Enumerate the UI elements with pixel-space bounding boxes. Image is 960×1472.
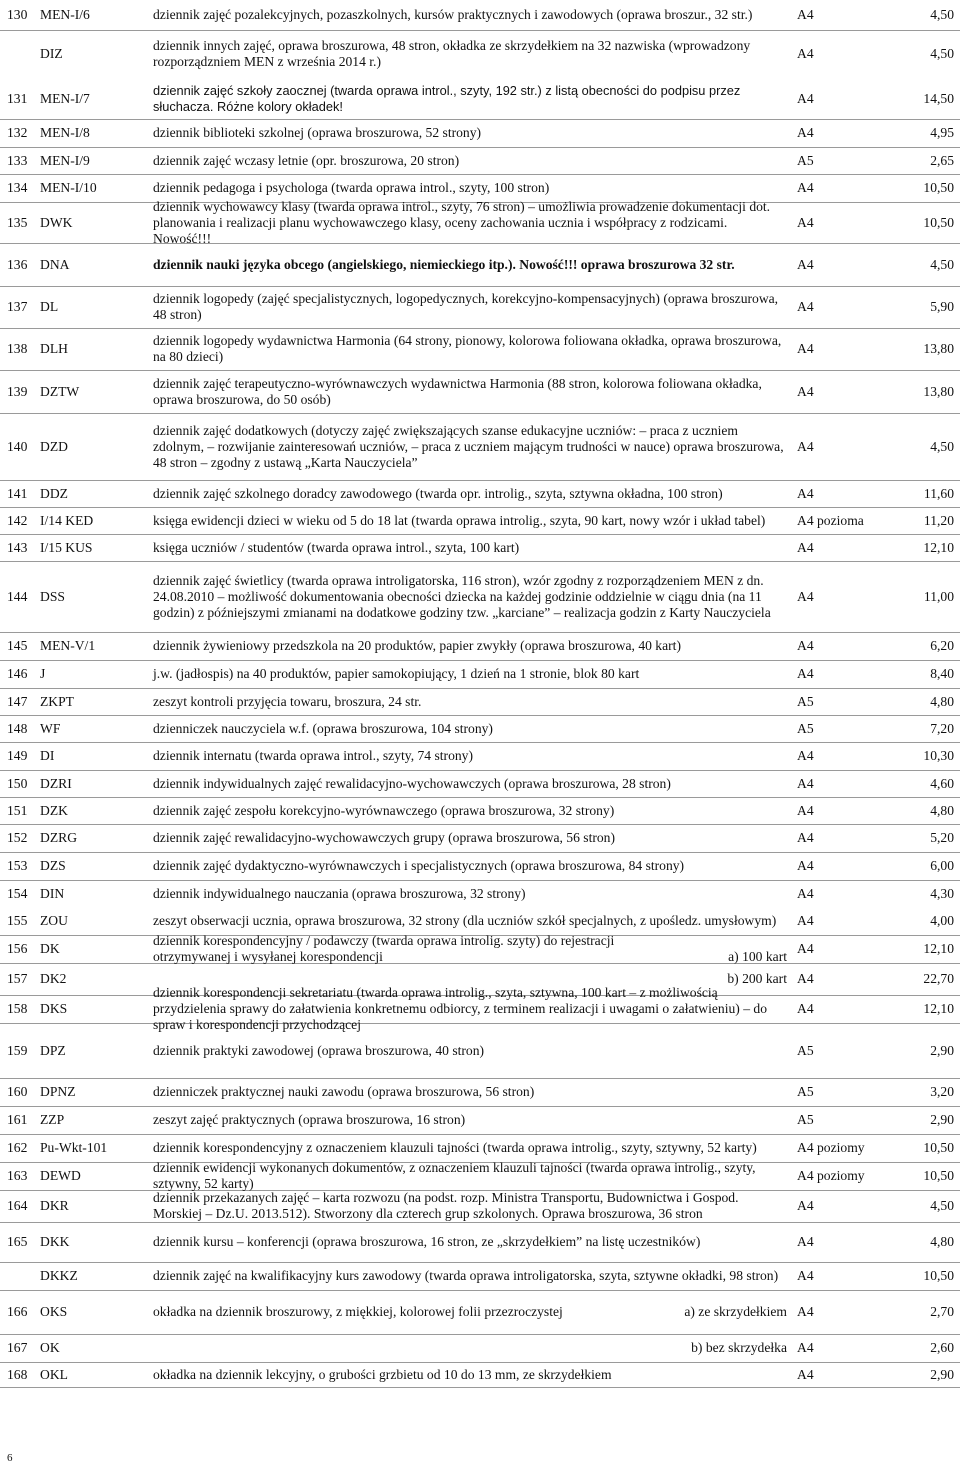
- item-price: 10,50: [923, 1268, 954, 1283]
- item-description-text: dziennik zajęć terapeutyczno-wyrównawczych wydawnictwa Harmonia (88 stron, kolorowa foliowana okładka, oprawa broszurowa, do 50 osób): [153, 375, 762, 407]
- item-price: 5,20: [930, 830, 954, 845]
- item-number: 134: [7, 180, 28, 195]
- table-row: [0, 660, 960, 689]
- item-format: A4: [797, 666, 814, 681]
- table-row: [0, 370, 960, 414]
- item-price: 2,60: [930, 1340, 954, 1355]
- item-description: [153, 880, 791, 907]
- item-description-text: dziennik zajęć zespołu korekcyjno-wyrównawczego (oprawa broszurowa, 32 strony): [153, 802, 615, 818]
- item-code: DZS: [40, 858, 66, 873]
- item-number: 156: [7, 941, 28, 956]
- item-description: [153, 561, 791, 632]
- item-code: DIN: [40, 885, 65, 901]
- item-description-text: dzienniczek praktycznej nauki zawodu (oprawa broszurowa, 56 stron): [153, 1084, 535, 1099]
- item-format: A4: [797, 941, 814, 956]
- item-code: DEWD: [40, 1168, 81, 1183]
- table-row: [0, 1023, 960, 1079]
- item-price: 6,00: [930, 858, 954, 873]
- item-format: A4: [797, 1198, 814, 1213]
- item-description: [153, 1190, 791, 1222]
- item-description: [153, 480, 791, 507]
- item-format: A5: [797, 1112, 814, 1127]
- item-format: A5: [797, 720, 814, 736]
- item-description: [153, 1290, 791, 1334]
- item-format: A4: [797, 180, 814, 195]
- item-description-text: zeszyt obserwacji ucznia, oprawa broszurowa, 32 strony (dla uczniów szkół specjalnych, z upośledz. umysłowym): [153, 913, 777, 928]
- item-description: [153, 1023, 791, 1078]
- item-number: 158: [7, 1001, 28, 1016]
- item-price: 10,50: [923, 1168, 954, 1183]
- item-description: [153, 78, 791, 119]
- item-number: 159: [7, 1042, 28, 1058]
- item-description-text: dzienniczek nauczyciela w.f. (oprawa broszurowa, 104 strony): [153, 720, 493, 736]
- item-number: 163: [7, 1168, 28, 1183]
- item-number: 141: [7, 485, 28, 501]
- item-format: A5: [797, 693, 814, 709]
- item-code: OKS: [40, 1304, 68, 1319]
- item-number: 132: [7, 125, 28, 140]
- item-description: [153, 824, 791, 852]
- item-price: 4,50: [930, 46, 954, 61]
- item-code: DK2: [40, 971, 67, 986]
- item-description: [153, 1334, 791, 1362]
- item-price: 2,90: [930, 1112, 954, 1127]
- item-price: 4,50: [930, 256, 954, 272]
- item-description-text: zeszyt kontroli przyjęcia towaru, broszura, 24 str.: [153, 693, 422, 709]
- item-number: 152: [7, 830, 28, 845]
- item-price: 11,60: [923, 485, 954, 501]
- item-code: DNA: [40, 256, 70, 272]
- item-description: [153, 935, 791, 963]
- item-price: 14,50: [923, 90, 954, 106]
- table-row: [0, 742, 960, 771]
- item-number: [7, 30, 39, 78]
- table-row: [0, 880, 960, 907]
- table-row: [0, 1106, 960, 1135]
- item-format: A4: [797, 802, 814, 818]
- item-description: [153, 1262, 791, 1290]
- item-format: A4: [797, 748, 814, 763]
- item-description-text: dziennik przekazanych zajęć – karta rozwozu (na podst. rozp. Ministra Transportu, Budownictwa i Gospod. Morskiej – Dz.U. 2013.512). Stworzony dla czterech grup szkolonych. Oprawa broszurowa, 36 stron: [153, 1190, 739, 1221]
- item-description-text: dziennik korespondencji sekretariatu (twarda oprawa introlig., szyta, sztywna, 100 kart – z możliwością przydzielenia sprawy do załatwienia konkretnemu odbiorcy, z terminem realizacji i uwagami o załatwieniu) – do spraw i korespondencji przychodzącej: [153, 985, 767, 1032]
- table-row: [0, 286, 960, 329]
- item-format: A5: [797, 1042, 814, 1058]
- item-price: 10,50: [923, 214, 954, 230]
- table-row: [0, 534, 960, 562]
- item-price: 12,10: [923, 941, 954, 956]
- item-number: 149: [7, 748, 28, 763]
- item-description: [153, 370, 791, 413]
- item-number: 157: [7, 971, 28, 986]
- item-number: 161: [7, 1112, 28, 1127]
- item-number: 138: [7, 341, 28, 356]
- item-code: MEN-I/8: [40, 125, 90, 140]
- item-description: [153, 243, 791, 286]
- item-variant: b) 200 kart: [727, 971, 787, 986]
- item-variant: a) ze skrzydełkiem: [684, 1304, 787, 1319]
- item-description-text: dziennik zajęć świetlicy (twarda oprawa introligatorska, 116 stron), wzór zgodny z rozporządzeniem MEN z dn. 24.08.2010 – możliwość dokumentowania obecności dziecka na każdej godzinie oddzielnie w ciągu dnia (na 11 godzin) z późniejszymi zmianami na dodatkowe godziny tzw. „karciane” – realizacja godzin z Karty Nauczyciela: [153, 572, 771, 620]
- item-price: 4,95: [930, 125, 954, 140]
- item-description: [153, 852, 791, 880]
- item-description: [153, 1362, 791, 1387]
- table-row: [0, 770, 960, 798]
- item-code: DKKZ: [40, 1268, 78, 1283]
- item-description: [153, 770, 791, 797]
- item-description: [153, 985, 791, 1032]
- item-number: 133: [7, 152, 28, 168]
- table-row: [0, 30, 960, 78]
- item-description-text: dziennik korespondencyjny / podawczy (twarda oprawa introlig. szyty) do rejestracji otrzymywanej i wysyłanej korespondencji: [153, 933, 615, 964]
- table-row: [0, 328, 960, 371]
- item-number: 146: [7, 666, 28, 681]
- item-price: 2,90: [930, 1042, 954, 1058]
- item-description: [153, 1134, 791, 1162]
- item-code: DKK: [40, 1234, 70, 1249]
- item-code: MEN-I/7: [40, 90, 90, 106]
- table-row: [0, 119, 960, 148]
- item-description: [153, 715, 791, 742]
- item-code: DL: [40, 299, 59, 314]
- item-number: 155: [7, 913, 28, 928]
- item-format: A4: [797, 885, 814, 901]
- item-description-text: dziennik pedagoga i psychologa (twarda oprawa introl., szyty, 100 stron): [153, 180, 550, 195]
- item-code: DK: [40, 941, 60, 956]
- item-number: 130: [7, 7, 28, 22]
- item-number: 147: [7, 693, 28, 709]
- item-number: 136: [7, 256, 28, 272]
- item-number: 168: [7, 1366, 28, 1382]
- item-number: 140: [7, 438, 28, 454]
- item-format: A4 poziomy: [797, 1140, 865, 1155]
- item-description-text: okładka na dziennik lekcyjny, o grubości grzbietu od 10 do 13 mm, ze skrzydełkiem: [153, 1366, 612, 1382]
- item-price: 13,80: [923, 383, 954, 399]
- item-code: ZZP: [40, 1112, 65, 1127]
- item-description: [153, 147, 791, 174]
- item-format: A4: [797, 588, 814, 604]
- item-description-text: okładka na dziennik broszurowy, z miękkiej, kolorowej folii przezroczystej: [153, 1304, 563, 1319]
- item-format: A4: [797, 1340, 814, 1355]
- item-description: [153, 119, 791, 147]
- table-row: [0, 0, 960, 31]
- item-number: 148: [7, 720, 28, 736]
- item-price: 13,80: [923, 341, 954, 356]
- table-row: [0, 1334, 960, 1363]
- item-price: 22,70: [923, 971, 954, 986]
- item-number: 144: [7, 588, 28, 604]
- item-format: A4: [797, 438, 814, 454]
- item-description-text: zeszyt zajęć praktycznych (oprawa broszurowa, 16 stron): [153, 1112, 466, 1127]
- item-number: [7, 1262, 39, 1290]
- item-number: 162: [7, 1140, 28, 1155]
- item-number: 153: [7, 858, 28, 873]
- item-code: J: [40, 666, 46, 681]
- item-price: 2,65: [930, 152, 954, 168]
- item-description-text: dziennik logopedy (zajęć specjalistycznych, logopedycznych, korekcyjno-kompensacyjnych) (oprawa broszurowa, 48 stron): [153, 291, 779, 322]
- item-description: [153, 797, 791, 824]
- item-format: A4: [797, 971, 814, 986]
- item-description-text: księga ewidencji dzieci w wieku od 5 do 18 lat (twarda oprawa introlig., szyta, 90 kart, nowy wzór i układ tabel): [153, 512, 766, 528]
- item-number: 131: [7, 90, 28, 106]
- item-description-text: dziennik innych zajęć, oprawa broszurowa, 48 stron, okładka ze skrzydełkiem na 32 nazwiska (wprowadzony rozporządzniem MEN z września 2014 r.): [153, 38, 751, 69]
- item-number: 165: [7, 1234, 28, 1249]
- item-code: Pu-Wkt-101: [40, 1140, 108, 1155]
- item-price: 4,60: [930, 775, 954, 791]
- table-row: [0, 413, 960, 481]
- item-code: OKL: [40, 1366, 68, 1382]
- item-description: [153, 30, 791, 78]
- item-variant: b) bez skrzydełka: [691, 1340, 787, 1355]
- item-code: DZD: [40, 438, 68, 454]
- item-format: A4: [797, 1366, 814, 1382]
- item-number: 167: [7, 1340, 28, 1355]
- table-row: [0, 78, 960, 120]
- item-code: DLH: [40, 341, 68, 356]
- item-code: DZRI: [40, 775, 72, 791]
- item-description: [153, 1222, 791, 1262]
- item-code: WF: [40, 720, 61, 736]
- item-description: [153, 660, 791, 688]
- item-price: 10,30: [923, 748, 954, 763]
- item-format: A5: [797, 1084, 814, 1099]
- table-row: [0, 480, 960, 508]
- item-description-text: dziennik indywidualnego nauczania (oprawa broszurowa, 32 strony): [153, 885, 526, 901]
- table-row: [0, 1362, 960, 1388]
- item-description-text: dziennik nauki języka obcego (angielskiego, niemieckiego itp.). Nowość!!! oprawa broszurowa 32 str.: [153, 256, 735, 272]
- item-price: 10,50: [923, 180, 954, 195]
- table-row: [0, 935, 960, 964]
- item-description-text: dziennik zajęć wczasy letnie (opr. broszurowa, 20 stron): [153, 152, 460, 168]
- item-number: 150: [7, 775, 28, 791]
- item-description: [153, 632, 791, 660]
- item-number: 137: [7, 299, 28, 314]
- item-number: 135: [7, 214, 28, 230]
- item-description-text: dziennik zajęć szkoły zaocznej (twarda oprawa introl., szyty, 192 str.) z listą obecności do podpisu przez słuchacza. Różne kolory okładek!: [153, 82, 741, 114]
- item-price: 4,50: [930, 438, 954, 454]
- item-code: ZOU: [40, 913, 68, 928]
- item-description: [153, 328, 791, 370]
- page-number: 6: [7, 1452, 13, 1464]
- item-format: A4: [797, 913, 814, 928]
- item-format: A4: [797, 1001, 814, 1016]
- item-description-text: dziennik zajęć szkolnego doradcy zawodowego (twarda opr. introlig., szyta, sztywna okładna, 100 stron): [153, 485, 723, 501]
- item-code: I/15 KUS: [40, 539, 93, 555]
- item-format: A4: [797, 830, 814, 845]
- item-price: 12,10: [923, 1001, 954, 1016]
- item-number: 145: [7, 638, 28, 653]
- table-row: [0, 688, 960, 716]
- item-code: DDZ: [40, 485, 68, 501]
- table-row: [0, 907, 960, 936]
- table-row: [0, 147, 960, 175]
- item-description: [153, 1106, 791, 1134]
- item-number: 151: [7, 802, 28, 818]
- item-format: A4: [797, 299, 814, 314]
- item-code: ZKPT: [40, 693, 74, 709]
- item-description-text: dziennik zajęć dodatkowych (dotyczy zajęć zwiększających szanse edukacyjne uczniów: – praca z uczniem zdolnym, – rozwijanie zainteresowań uczniów, – praca z uczniem mającym trudności w nauce) oprawa broszurowa, 48 stron – zgodny z ustawą „Karta Nauczyciela”: [153, 422, 784, 470]
- table-row: [0, 1262, 960, 1291]
- item-format: A4: [797, 638, 814, 653]
- item-description: [153, 507, 791, 534]
- item-price: 6,20: [930, 638, 954, 653]
- table-row: [0, 852, 960, 881]
- item-code: MEN-V/1: [40, 638, 96, 653]
- table-row: [0, 1162, 960, 1191]
- item-price: 4,30: [930, 885, 954, 901]
- item-description-text: dziennik biblioteki szkolnej (oprawa broszurowa, 52 strony): [153, 125, 482, 140]
- table-row: [0, 561, 960, 633]
- item-price: 4,80: [930, 693, 954, 709]
- item-code: DPNZ: [40, 1084, 76, 1099]
- item-description: [153, 1162, 791, 1190]
- item-description-text: dziennik zajęć na kwalifikacyjny kurs zawodowy (twarda oprawa introligatorska, szyta, sztywne okładki, 98 stron): [153, 1268, 779, 1283]
- item-description: [153, 198, 791, 246]
- item-description-text: dziennik indywidualnych zajęć rewalidacyjno-wychowawczych (oprawa broszurowa, 28 stron): [153, 775, 671, 791]
- item-price: 11,20: [923, 512, 954, 528]
- table-row: [0, 1290, 960, 1335]
- item-description-text: dziennik kursu – konferencji (oprawa broszurowa, 16 stron, ze „skrzydełkiem” na listę uczestników): [153, 1234, 701, 1249]
- item-format: A4: [797, 214, 814, 230]
- item-format: A4: [797, 485, 814, 501]
- item-format: A4: [797, 775, 814, 791]
- item-code: DKR: [40, 1198, 69, 1213]
- item-format: A4: [797, 383, 814, 399]
- item-price: 4,50: [930, 1198, 954, 1213]
- item-description-text: dziennik zajęć pozalekcyjnych, pozaszkolnych, kursów praktycznych i zawodowych (oprawa broszur., 32 str.): [153, 7, 753, 22]
- item-code: DPZ: [40, 1042, 66, 1058]
- item-price: 3,20: [930, 1084, 954, 1099]
- item-price: 4,80: [930, 802, 954, 818]
- item-description: [153, 286, 791, 328]
- item-code: OK: [40, 1340, 60, 1355]
- item-code: MEN-I/9: [40, 152, 90, 168]
- item-format: A4: [797, 46, 814, 61]
- item-code: DKS: [40, 1001, 68, 1016]
- item-description: [153, 742, 791, 770]
- item-description-text: księga uczniów / studentów (twarda oprawa introl., szyta, 100 kart): [153, 539, 520, 555]
- item-number: 164: [7, 1198, 28, 1213]
- item-format: A4: [797, 125, 814, 140]
- item-number: 142: [7, 512, 28, 528]
- item-price: 2,70: [930, 1304, 954, 1319]
- item-price: 12,10: [923, 539, 954, 555]
- item-description: [153, 534, 791, 561]
- item-description-text: dziennik internatu (twarda oprawa introl., szyty, 74 strony): [153, 748, 473, 763]
- item-format: A4: [797, 256, 814, 272]
- item-format: A4: [797, 858, 814, 873]
- item-variant: a) 100 kart: [728, 949, 787, 964]
- item-price: 8,40: [930, 666, 954, 681]
- item-description: [153, 688, 791, 715]
- table-row: [0, 824, 960, 853]
- item-number: 143: [7, 539, 28, 555]
- table-row: [0, 985, 960, 1032]
- item-price: 5,90: [930, 299, 954, 314]
- item-description-text: dziennik zajęć dydaktyczno-wyrównawczych i specjalistycznych (oprawa broszurowa, 84 strony): [153, 858, 685, 873]
- item-format: A4: [797, 1234, 814, 1249]
- item-code: I/14 KED: [40, 512, 94, 528]
- table-row: [0, 1134, 960, 1163]
- table-row: [0, 1222, 960, 1263]
- item-number: 160: [7, 1084, 28, 1099]
- item-price: 4,50: [930, 7, 954, 22]
- item-format: A4: [797, 1268, 814, 1283]
- item-number: 139: [7, 383, 28, 399]
- item-code: DZK: [40, 802, 68, 818]
- item-description: [153, 0, 791, 30]
- item-format: A4 pozioma: [797, 512, 864, 528]
- item-number: 166: [7, 1304, 28, 1319]
- item-price: 4,00: [930, 913, 954, 928]
- item-price: 11,00: [923, 588, 954, 604]
- table-row: [0, 797, 960, 825]
- item-description-text: dziennik korespondencyjny z oznaczeniem klauzuli tajności (twarda oprawa introlig., szyty, sztywny, 52 karty): [153, 1140, 757, 1155]
- item-code: DWK: [40, 214, 73, 230]
- item-description-text: j.w. (jadłospis) na 40 produktów, papier samokopiujący, 1 dzień na 1 stronie, blok 80 kart: [153, 666, 640, 681]
- item-code: DSS: [40, 588, 65, 604]
- item-format: A4: [797, 90, 814, 106]
- item-code: MEN-I/10: [40, 180, 97, 195]
- item-format: A4: [797, 7, 814, 22]
- item-code: DIZ: [40, 46, 63, 61]
- item-description-text: dziennik praktyki zawodowej (oprawa broszurowa, 40 stron): [153, 1042, 485, 1058]
- table-row: [0, 198, 960, 246]
- item-price: 2,90: [930, 1366, 954, 1382]
- item-description: [153, 1078, 791, 1106]
- item-format: A4: [797, 341, 814, 356]
- item-description-text: dziennik zajęć rewalidacyjno-wychowawczych grupy (oprawa broszurowa, 56 stron): [153, 830, 616, 845]
- item-description: [153, 907, 791, 935]
- item-price: 4,80: [930, 1234, 954, 1249]
- item-description-text: dziennik żywieniowy przedszkola na 20 produktów, papier zwykły (oprawa broszurowa, 40 kart): [153, 638, 681, 653]
- table-row: [0, 1190, 960, 1223]
- table-row: [0, 632, 960, 661]
- item-price: 7,20: [930, 720, 954, 736]
- item-description: [153, 413, 791, 480]
- table-row: [0, 507, 960, 535]
- table-row: [0, 243, 960, 287]
- item-code: MEN-I/6: [40, 7, 90, 22]
- item-price: 10,50: [923, 1140, 954, 1155]
- item-format: A4: [797, 1304, 814, 1319]
- item-format: A4: [797, 539, 814, 555]
- item-format: A4 poziomy: [797, 1168, 865, 1183]
- item-code: DI: [40, 748, 55, 763]
- table-row: [0, 715, 960, 743]
- item-description-text: dziennik logopedy wydawnictwa Harmonia (64 strony, pionowy, kolorowa foliowana okładka, oprawa broszurowa, na 80 dzieci): [153, 333, 782, 364]
- item-description-text: dziennik wychowawcy klasy (twarda oprawa introl., szyty, 76 stron) – umożliwia prowadzenie dokumentacji dot. planowania i realizacji planu wychowawczego klasy, oceny zachowania ucznia i współpracy z rodzicami. Nowość!!!: [153, 198, 771, 246]
- item-number: 154: [7, 885, 28, 901]
- item-code: DZTW: [40, 383, 80, 399]
- item-description-text: dziennik ewidencji wykonanych dokumentów, z oznaczeniem klauzuli tajności (twarda oprawa introlig., szyty, sztywny, 52 karty): [153, 1160, 756, 1191]
- item-code: DZRG: [40, 830, 78, 845]
- item-format: A5: [797, 152, 814, 168]
- table-row: [0, 1078, 960, 1107]
